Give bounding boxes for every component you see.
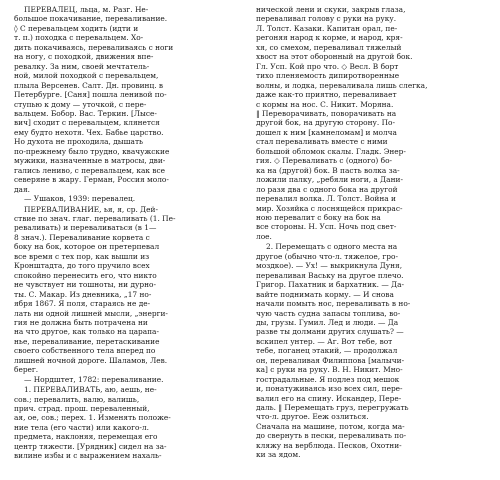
text-line: что-л. другое. Ееж озлиться. [256,412,369,422]
text-line: валил его на спину. Искандер, Пере- [256,393,402,403]
text-line: гострадальные. Я подлез под мешок [256,374,400,384]
text-line: начали помыть нос, переваливать в но- [256,299,411,309]
text-line: с кормы на нос. С. Никит. Моряна. [256,99,394,109]
text-line: вайте поднимать корму. — И снова [256,289,394,299]
text-line: ка] с руки на руку. В. Н. Никит. Мно- [256,365,403,375]
text-line: дить покачиваясь, переваливаясь с ноги [14,42,174,52]
text-line: ды, грузы. Гумил. Лед и люди. — Да [256,317,399,327]
text-line: тихо пленяемость дипиротворенные [256,71,400,81]
text-line: Петербурге. [Саня] пошла ленивой по- [14,90,167,100]
text-line: на что другое, как только на царапа- [14,327,159,337]
text-line: ка на (другой) бок. В пасть волка за- [256,165,400,175]
text-line: ревалку. За ним, своей мечтатель- [14,61,150,71]
text-line: т. п.) походка с перевальцем. Хо- [14,33,144,43]
text-line: Сначала на машине, потом, когда ма- [256,421,405,431]
text-line: дая. [14,184,30,194]
text-line: ему будто нехотя. Чех. Бабье царство. [14,127,164,137]
text-line: ною перевалит с боку на бок на [256,212,381,222]
text-line: ствие по знач. глаг. переваливать (1. Пе- [14,213,176,223]
text-line: Гл. Усп. Кой про что. ◇ Весл. В борт [256,61,399,71]
text-line: все время с тех пор, как вышли из [14,251,150,261]
text-line: прич. страд. прош. переваленный, [14,404,150,414]
text-line: перевалил волка. Л. Толст. Война и [256,194,396,204]
text-line: нье, переваливание, перетаскивание [14,336,160,346]
text-line: он, переваливая Филиппова [малычи- [256,355,405,365]
text-line: мужики, назначенные в матросы, дви- [14,156,166,166]
text-line: по-прежнему было трудно, квачужские [14,146,170,156]
text-line: регоняя народ к корме, и народ, кря- [256,33,403,43]
text-line: нической лени и скуки, закрыв глаза, [256,5,406,14]
text-line: волны, и лодка, переваливала лишь слегка, [256,80,428,90]
text-line: ки за ядом. [256,450,301,460]
text-line: до свернуть в пески, переваливать по- [256,431,407,441]
text-line: северяне в жару. Герман, Россия моло- [14,175,169,185]
text-line: на ногу, с походкой, движения впе- [14,52,154,62]
text-line: реваливать) и переваливаться (в 1— [14,223,157,233]
text-line: даль. ‖ Перемещать груз, перегружать [256,403,409,413]
text-line: ние тела (его части) или какого-л. [14,422,149,432]
text-line: ты. С. Макар. Из дневника, „17 но- [14,289,152,299]
text-line: гались лениво, с перевальцем, как все [14,165,166,175]
text-line: лое. [256,231,272,241]
text-line: Григор. Пахатник и бархатник. — Да- [256,280,404,290]
text-line: ◊ С перевальцем ходить (идти и [14,23,139,33]
text-line: даже как-то приятно, переваливает [256,90,397,100]
text-line: плыла Версенев. Салт. Дн. провинц. в [14,80,164,90]
text-line: ПЕРЕВАЛЕЦ, льца, м. Разг. Не- [24,5,149,14]
text-line: сов.; перевалить, валю, валишь, [14,394,140,404]
text-line: тебе, поганец этакий, — продолжал [256,346,398,356]
text-line: дошел к ним [камнеломам] и молча [256,127,397,137]
text-line: мир. Хозяйка с лоснящейся прикрас- [256,203,403,213]
left-column [14,5,244,461]
text-line: гия. ◇ Переваливать с (одного) бо- [256,156,393,166]
text-line: хвост на этот оборонный на другой бок. [256,52,413,62]
text-line: вилине избы и с выражением нахаль- [14,451,162,461]
two-column-layout [14,5,486,461]
text-line: лать ни одной лишней мысли, „энерги- [14,308,168,318]
text-line: ‖ Переворачивать, поворачивать на [256,108,397,118]
text-line: кляжу на верблюда. Песков, Охотни- [256,440,402,450]
text-line: вскипел унтер. — Аг. Вот тебе, вот [256,336,393,346]
text-line: большое покачивание, переваливание. [14,14,168,24]
text-line: 8 знач.). Переваливание корвета с [14,232,150,242]
text-line: — Нордштет, 1782: переваливание. [24,374,164,384]
text-line: лишней ночной дороге. Шаламов, Лев. [14,355,168,365]
text-line: ной, милой походкой с перевальцем, [14,71,159,81]
text-line: ступью к дому — уточкой, с пере- [14,99,147,109]
text-line: Но духота не проходила, дышать [14,137,144,147]
text-line: берег. [14,365,39,375]
right-column [256,5,486,461]
text-line: переваливая Ваську на другое плечо. [256,270,404,280]
text-line: переваливал голову с руки на руку. [256,14,397,24]
text-line: стал переваливать вместе с ними [256,137,388,147]
text-line: другой бок, на другую сторону. По- [256,118,395,128]
text-line: спокойно перенесить его, что никто [14,270,157,280]
text-line: все стороны. Н. Усп. Ночь под свет- [256,222,397,232]
text-line: и, понатуживаясь изо всех сил, пере- [256,384,403,394]
text-line: вич] сходит с перевальцем, клянется [14,118,160,128]
text-line: Л. Толст. Казаки. Капитан орал, пе- [256,23,398,33]
text-line: моздкое). — Ух! — выкрикнула Дуня, [256,261,403,271]
text-line: предмета, наклоняя, перемещая его [14,432,158,442]
text-line: боку на бок, которое он претерпевал [14,242,160,252]
text-line: своего собственного тела вперед по [14,346,156,356]
text-line: не чувствует ни тошноты, ни дурно- [14,280,156,290]
text-line: — Ушаков, 1939: перевалец. [24,194,136,204]
text-line: 1. ПЕРЕВАЛИВАТЬ, аю, аешь, не- [24,385,157,395]
text-line: Кронштадта, до того пручило всех [14,261,150,271]
text-line: ПЕРЕВАЛИВАНИЕ, ья, я, ср. Дей- [24,204,158,214]
text-line: ложили палку, „ребяли ноги, а Дани- [256,175,403,185]
text-line: гия не должна быть потрачена ни [14,317,148,327]
text-line: чую часть судна запасы топлива, во- [256,308,401,318]
text-line: вальцем. Бобор. Вас. Теркин. [Лысе- [14,108,157,118]
text-line: ло разя два с одного бока на другой [256,184,398,194]
text-line: ября 1867. Я поля, стараясь не де- [14,299,151,309]
text-line: большой обломок скалы. Гладк. Энер- [256,146,406,156]
text-line: хя, со смехом, переваливал тяжелый [256,42,402,52]
text-line: ая, ое, сов.; перех. 1. Изменять положе- [14,413,171,423]
text-line: разве ты долмани других слушать? — [256,327,404,337]
text-line: 2. Перемещать с одного места на [266,242,398,252]
text-line: другое (обычно что-л. тяжелое, гро- [256,251,398,261]
text-line: центр тяжести. [Урядник] сидел на за- [14,441,167,451]
